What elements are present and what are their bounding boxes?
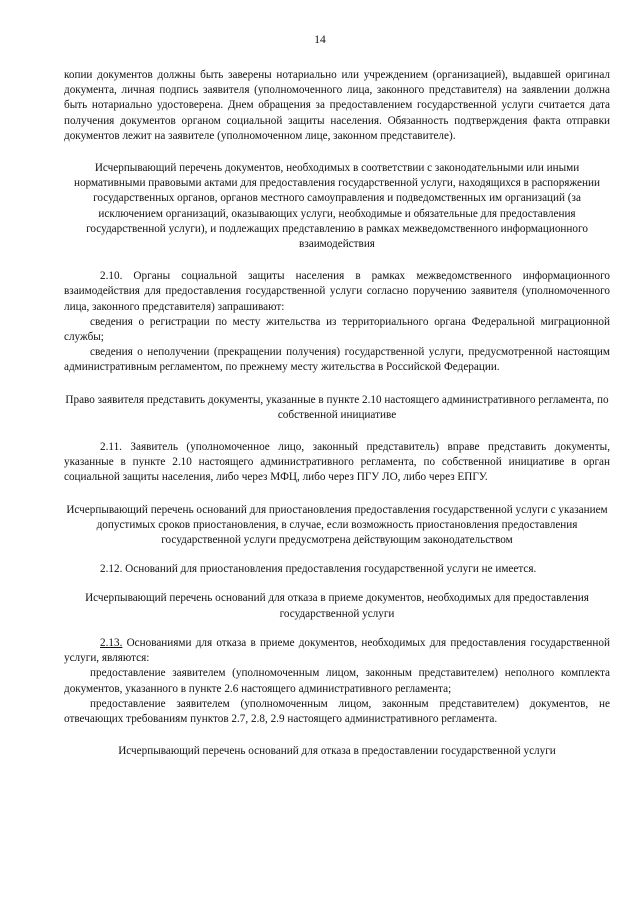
paragraph-2-13-text: Основаниями для отказа в приеме документов, необходимых для предоставления государственной услуги, являются: — [64, 636, 610, 665]
heading-refusal-acceptance: Исчерпывающий перечень оснований для отказа в приеме документов, необходимых для предоставления государственной услуги — [85, 592, 589, 620]
heading-refusal-service: Исчерпывающий перечень оснований для отказа в предоставлении государственной услуги — [118, 745, 556, 758]
paragraph-2-11: 2.11. Заявитель (уполномоченное лицо, законный представитель) вправе представить документы, указанные в пункте 2.10 настоящего административного регламента, по собственной инициативе в орган социальной защиты населения, либо через МФЦ, либо через ПГУ ЛО, либо через ЕПГУ. — [64, 441, 610, 484]
document-body — [64, 68, 610, 759]
paragraph-2-13 — [64, 636, 610, 666]
heading-documents-list: Исчерпывающий перечень документов, необходимых в соответствии с законодательными или иными нормативными правовыми актами для предоставления государственной услуги, находящихся в распоряжении государственных органов, органов местного самоуправления и подведомственных им организаций (за исключением организаций, оказывающих услуги, необходимые и обязательные для предоставления государственной услуги), и подлежащих представлению в рамках межведомственного информационного взаимодействия — [74, 162, 600, 251]
heading-right-to-submit: Право заявителя представить документы, указанные в пункте 2.10 настоящего административного регламента, по собственной инициативе — [65, 393, 609, 421]
paragraph-2-12: 2.12. Оснований для приостановления предоставления государственной услуги не имеется. — [100, 563, 537, 576]
heading-suspension-grounds: Исчерпывающий перечень оснований для приостановления предоставления государственной услуги с указанием допустимых сроков приостановления, в случае, если возможность приостановления предоставления государственной услуги предусмотрена действующим законодательством — [66, 503, 608, 547]
paragraph-non-compliant-docs: предоставление заявителем (уполномоченным лицом, законным представителем) документов, не отвечающих требованиям пунктов 2.7, 2.8, 2.9 настоящего административного регламента. — [64, 697, 610, 725]
paragraph-non-receipt-info: сведения о неполучении (прекращении получения) государственной услуги, предусмотренной настоящим административным регламентом, по прежнему месту жительства в Российской Федерации. — [64, 346, 610, 374]
page-number: 14 — [314, 34, 326, 46]
paragraph-incomplete-set: предоставление заявителем (уполномоченным лицом, законным представителем) неполного комплекта документов, указанного в пункте 2.6 настоящего административного регламента; — [64, 667, 610, 695]
paragraph-2-13-number: 2.13. — [100, 636, 123, 649]
paragraph-2-10: 2.10. Органы социальной защиты населения в рамках межведомственного информационного взаимодействия для предоставления государственной услуги согласно поручению заявителя (уполномоченного лица, законного представителя) запрашивают: — [64, 270, 610, 313]
paragraph-copies-certification: копии документов должны быть заверены нотариально или учреждением (организацией), выдавшей оригинал документа, личная подпись заявителя (уполномоченного лица, законного представителя) на заявлении должна быть нотариально удостоверена. Днем обращения за предоставлением государственной услуги считается дата получения документов органом социальной защиты населения. Обязанность подтверждения факта отправки документов лежит на заявителе (уполномоченном лице, законном представителе). — [64, 69, 610, 142]
paragraph-registration-info: сведения о регистрации по месту жительства из территориального органа Федеральной миграционной службы; — [64, 315, 610, 344]
